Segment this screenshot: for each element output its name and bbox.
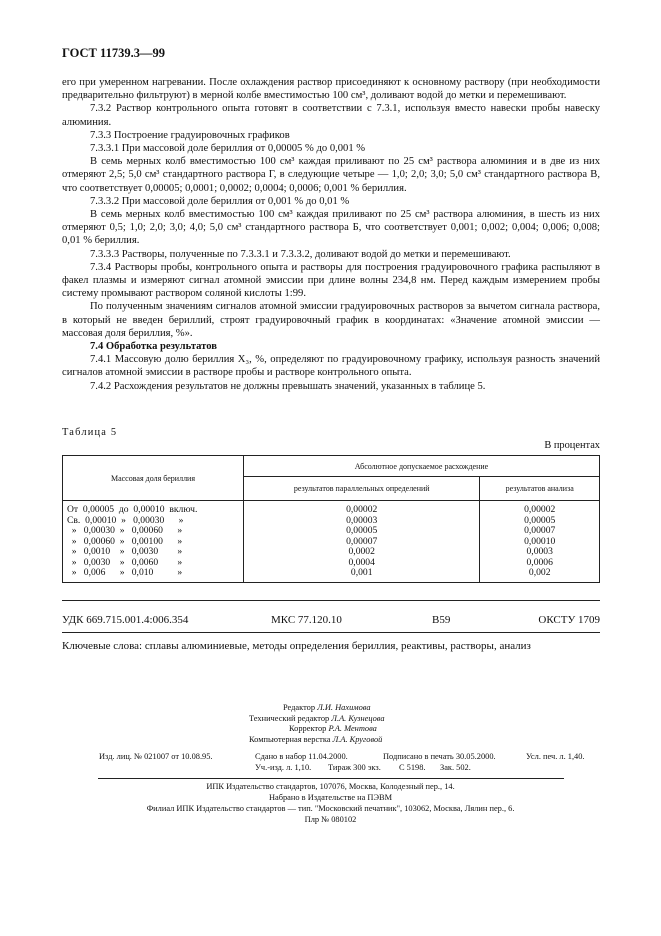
publisher-line: Филиал ИПК Издательство стандартов — тип. "Московский печатник", 103062, Москва, Лялин пер., 6. xyxy=(146,804,515,813)
table-cell-analysis: 0,0006 xyxy=(480,558,600,569)
body-paragraph: 7.4.2 Расхождения результатов не должны превышать значений, указанных в таблице 5. xyxy=(90,380,486,392)
table-cell-range: » 0,00060 » 0,00100 » xyxy=(63,537,244,548)
imprint-order1: С 5198. xyxy=(399,763,426,772)
credit-role: Компьютерная верстка xyxy=(249,734,331,744)
table-row xyxy=(63,501,600,516)
table-cell-analysis: 0,00010 xyxy=(480,537,600,548)
table-label: Таблица 5 xyxy=(62,427,118,438)
imprint-sheets: Усл. печ. л. 1,40. xyxy=(526,752,585,761)
table-head-group: Абсолютное допускаемое расхождение xyxy=(244,456,600,477)
credit-line xyxy=(283,703,371,712)
credit-line xyxy=(249,714,385,723)
keywords: Ключевые слова: сплавы алюминиевые, методы определения бериллия, реактивы, растворы, анализ xyxy=(62,640,531,652)
table-row xyxy=(63,568,600,582)
body-paragraph: 7.3.4 Растворы пробы, контрольного опыта и растворы для построения градуировочного графика распыляют в факел плазмы и измеряют сигнал атомной эмиссии при длине волны 234,8 нм. Перед каждым измерением пробы систему промывают раствором соляной кислоты 1:99. xyxy=(62,261,600,300)
table-cell-range: » 0,0030 » 0,0060 » xyxy=(63,558,244,569)
b-code: В59 xyxy=(432,614,451,626)
body-paragraph: По полученным значениям сигналов атомной эмиссии градуировочных растворов за вычетом сигнала раствора, в который не введен бериллий, строят градуировочный график в координатах: «Значение атомной эмиссии — массовая доля бериллия, %». xyxy=(62,301,600,339)
body-paragraph: 7.3.3.3 Растворы, полученные по 7.3.3.1 и 7.3.3.2, доливают водой до метки и перемешивают. xyxy=(90,248,511,260)
publisher-block xyxy=(0,781,661,825)
table-cell-parallel: 0,00002 xyxy=(244,501,480,516)
table-cell-range: » 0,006 » 0,010 » xyxy=(63,568,244,582)
body-paragraph: 7.4.1 Массовую долю бериллия X₃, %, определяют по градуировочному графику, используя разность значений сигналов атомной эмиссии в растворе пробы и растворе контрольного опыта. xyxy=(62,354,600,379)
credit-name: Л.А. Кузнецова xyxy=(331,713,385,723)
table-cell-parallel: 0,0004 xyxy=(244,558,480,569)
table-cell-range: » 0,00030 » 0,00060 » xyxy=(63,526,244,537)
imprint-order2: Зак. 502. xyxy=(440,763,471,772)
imprint-signed: Подписано в печать 30.05.2000. xyxy=(383,752,496,761)
table-cell-parallel: 0,0002 xyxy=(244,547,480,558)
table-units: В процентах xyxy=(544,440,600,451)
imprint-sent: Сдано в набор 11.04.2000. xyxy=(255,752,348,761)
table-body xyxy=(63,501,600,583)
table-head-fraction: Массовая доля бериллия xyxy=(63,456,244,501)
divider-mid xyxy=(62,632,600,633)
body-paragraph: 7.3.3.1 При массовой доле бериллия от 0,00005 % до 0,001 % xyxy=(90,143,366,155)
table-cell-analysis: 0,0003 xyxy=(480,547,600,558)
udc-code: УДК 669.715.001.4:006.354 xyxy=(62,614,189,626)
credit-role: Технический редактор xyxy=(249,713,330,723)
document-header: ГОСТ 11739.3—99 xyxy=(62,46,165,60)
table-head-analysis: результатов анализа xyxy=(480,477,600,501)
okstu-code: ОКСТУ 1709 xyxy=(538,614,600,626)
table-row xyxy=(63,547,600,558)
table-cell-parallel: 0,00003 xyxy=(244,516,480,527)
credit-role: Корректор xyxy=(289,724,327,733)
body-paragraph: В семь мерных колб вместимостью 100 см³ каждая приливают по 25 см³ раствора алюминия, в шесть из них отмеряют 0,5; 1,0; 2,0; 3,0; 4,0; 5,0 см³ стандартного раствора Б, что соответствует 0,001; 0,002; 0,004; 0,006; 0,008; 0,01 % бериллия. xyxy=(62,209,600,247)
table-cell-analysis: 0,00005 xyxy=(480,516,600,527)
section-heading: 7.4 Обработка результатов xyxy=(90,341,217,353)
body-paragraph: В семь мерных колб вместимостью 100 см³ каждая приливают по 25 см³ раствора алюминия и в две из них отмеряют 2,5; 5,0 см³ стандартного раствора Г, в следующие четыре — 1,0; 2,0; 3,0; 5,0 см³ стандартного раствора В, что соответствует 0,00005; 0,0001; 0,0002; 0,0004; 0,0006; 0,001 % бериллия. xyxy=(62,156,600,194)
document-body xyxy=(62,76,600,393)
credit-role: Редактор xyxy=(283,703,316,712)
divider-imprint xyxy=(98,778,564,779)
table-cell-analysis: 0,00002 xyxy=(480,501,600,516)
publisher-line: Плр № 080102 xyxy=(304,815,357,824)
table-row xyxy=(63,526,600,537)
table-cell-analysis: 0,00007 xyxy=(480,526,600,537)
credit-line xyxy=(289,724,377,733)
imprint-license: Изд. лиц. № 021007 от 10.08.95. xyxy=(99,752,213,761)
body-paragraph: его при умеренном нагревании. После охлаждения раствор присоединяют к основному раствору (при необходимости предварительно фильтруют) в мерной колбе вместимостью 100 см³, доливают водой до метки и перемешивают. xyxy=(62,77,600,102)
publisher-line: Набрано в Издательстве на ПЭВМ xyxy=(268,793,393,802)
table-head-parallel: результатов параллельных определений xyxy=(244,477,480,501)
table-cell-parallel: 0,00005 xyxy=(244,526,480,537)
credit-name: Л.И. Нахимова xyxy=(317,703,371,712)
table-cell-parallel: 0,00007 xyxy=(244,537,480,548)
body-paragraph: 7.3.3 Построение градуировочных графиков xyxy=(90,129,290,141)
publisher-line: ИПК Издательство стандартов, 107076, Москва, Колодезный пер., 14. xyxy=(206,782,455,791)
table-cell-range: » 0,0010 » 0,0030 » xyxy=(63,547,244,558)
credit-name: Л.А. Круговой xyxy=(332,734,383,744)
table-cell-range: Св. 0,00010 » 0,00030 » xyxy=(63,516,244,527)
body-paragraph: 7.3.2 Раствор контрольного опыта готовят в соответствии с 7.3.1, используя вместо навески пробы навеску алюминия. xyxy=(62,103,600,128)
imprint-edsheets: Уч.-изд. л. 1,10. xyxy=(255,763,312,772)
table-cell-range: От 0,00005 до 0,00010 включ. xyxy=(63,501,244,516)
body-paragraph: 7.3.3.2 При массовой доле бериллия от 0,001 % до 0,01 % xyxy=(90,195,350,207)
table-cell-parallel: 0,001 xyxy=(244,568,480,582)
table-cell-analysis: 0,002 xyxy=(480,568,600,582)
mks-code: МКС 77.120.10 xyxy=(271,614,342,626)
credit-name: Р.А. Ментова xyxy=(328,724,377,733)
table-5 xyxy=(62,455,600,583)
divider-top xyxy=(62,600,600,601)
credit-line xyxy=(249,735,382,744)
imprint-run: Тираж 300 экз. xyxy=(328,763,381,772)
